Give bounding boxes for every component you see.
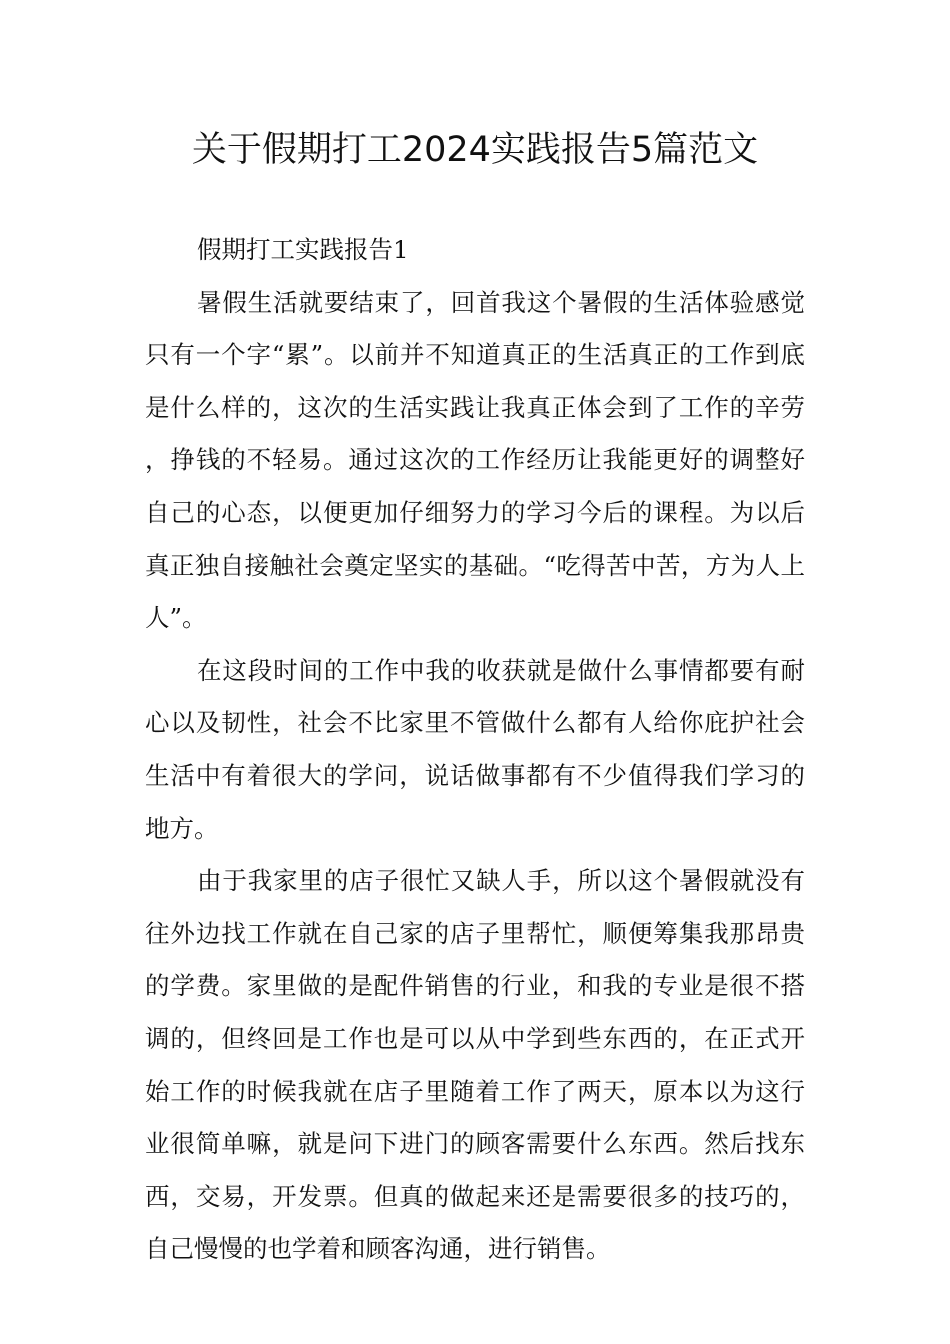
paragraph: 由于我家里的店子很忙又缺人手，所以这个暑假就没有往外边找工作就在自己家的店子里帮忙，顺便筹集我那昂贵的学费。家里做的是配件销售的行业，和我的专业是很不搭调的，但终回是工作也是可以从中学到些东西的，在正式开始工作的时候我就在店子里随着工作了两天，原本以为这行业很简单嘛，就是问下进门的顾客需要什么东西。然后找东西，交易，开发票。但真的做起来还是需要很多的技巧的，自己慢慢的也学着和顾客沟通，进行销售。 (145, 866, 805, 1264)
section-heading: 假期打工实践报告1 (197, 235, 409, 264)
paragraph: 暑假生活就要结束了，回首我这个暑假的生活体验感觉只有一个字“累”。以前并不知道真正的生活真正的工作到底是什么样的，这次的生活实践让我真正体会到了工作的辛劳，挣钱的不轻易。通过这次的工作经历让我能更好的调整好自己的心态，以便更加仔细努力的学习今后的课程。为以后真正独自接触社会奠定坚实的基础。“吃得苦中苦，方为人上人”。 (145, 287, 805, 633)
paragraph: 在这段时间的工作中我的收获就是做什么事情都要有耐心以及韧性，社会不比家里不管做什么都有人给你庇护社会生活中有着很大的学问，说话做事都有不少值得我们学习的地方。 (145, 655, 805, 843)
document-body (145, 224, 805, 1276)
document-title: 关于假期打工2024实践报告5篇范文 (191, 130, 759, 170)
